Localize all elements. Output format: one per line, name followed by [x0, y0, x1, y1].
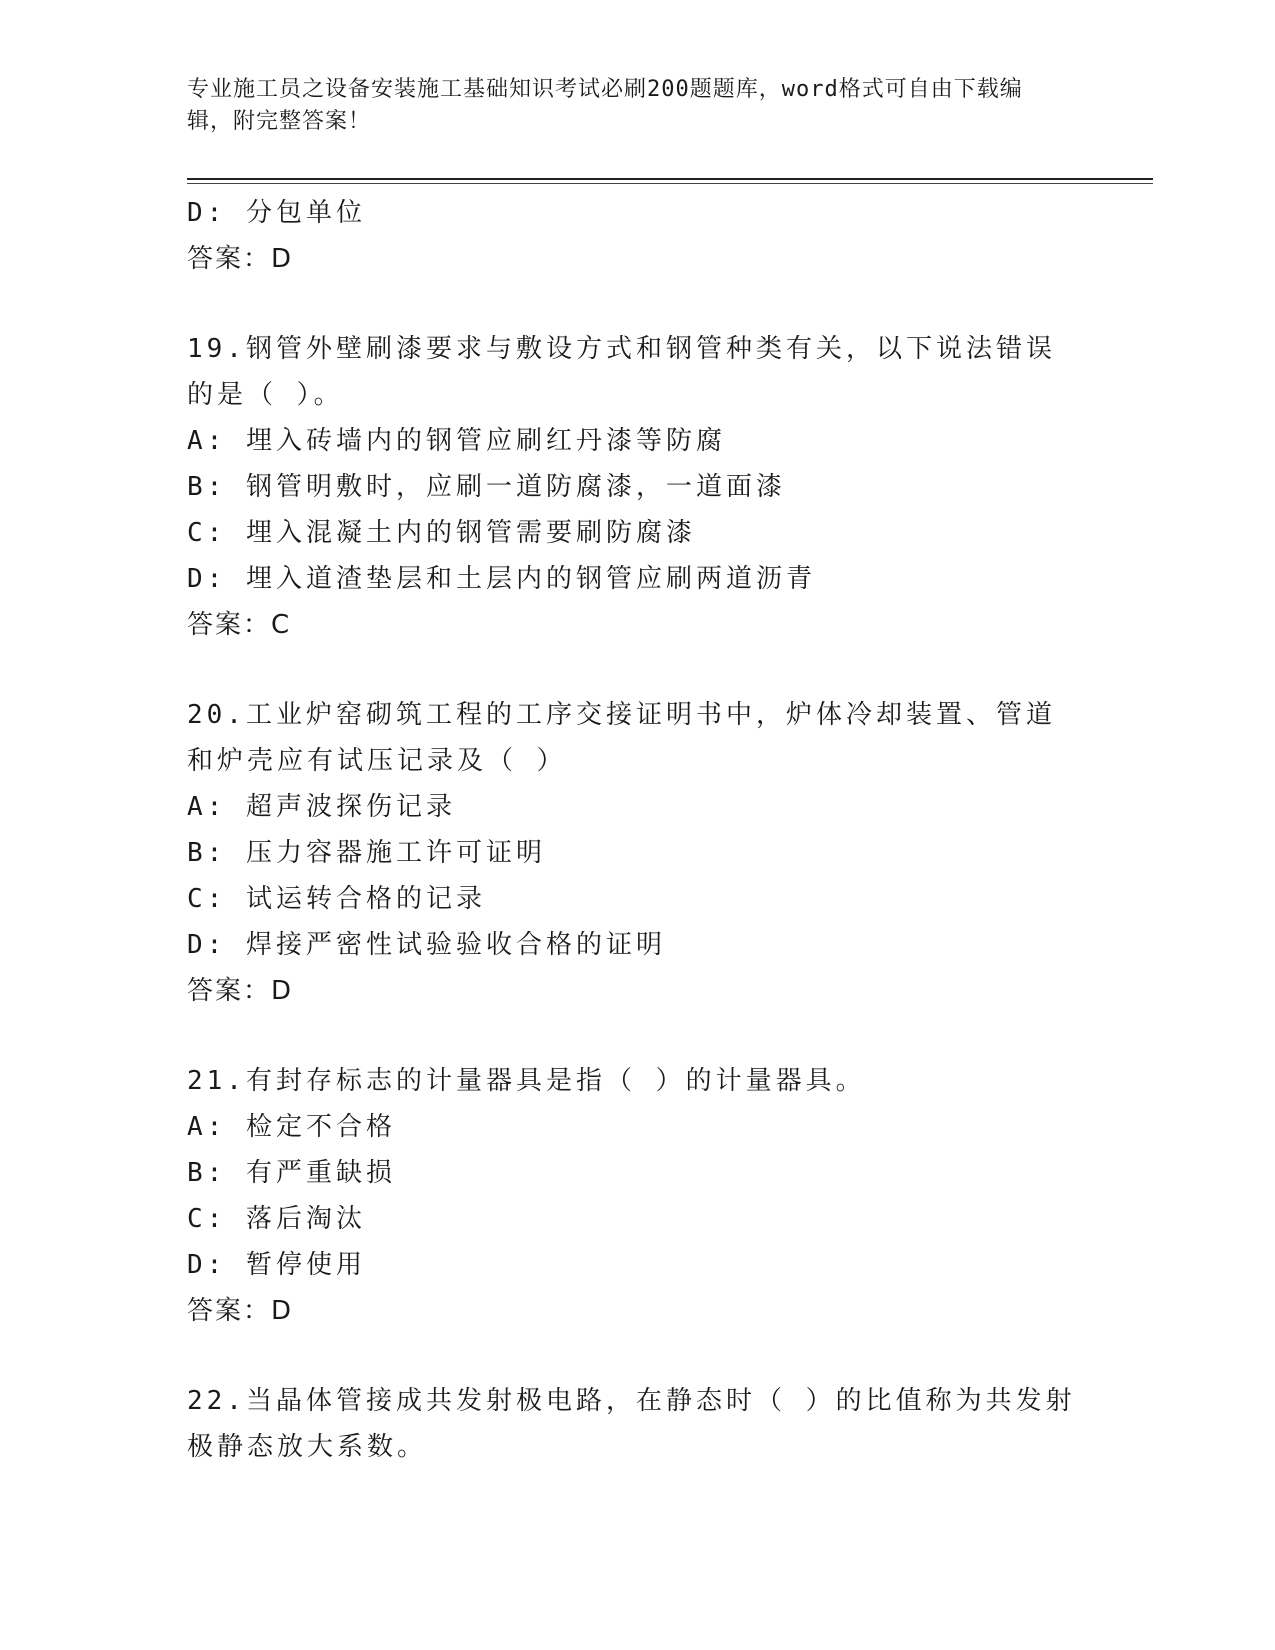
answer: 答案：C [187, 610, 292, 640]
answer: 答案：D [187, 976, 294, 1006]
question-stem: 19.钢管外壁刷漆要求与敷设方式和钢管种类有关，以下说法错误的是（ ）。 [187, 334, 1056, 410]
question-19 [187, 326, 1087, 648]
header-divider-thin [187, 183, 1153, 184]
document-body [187, 190, 1087, 1470]
option-d: D: 焊接严密性试验验收合格的证明 [187, 930, 666, 960]
question-20 [187, 692, 1087, 1014]
option-b: B: 钢管明敷时，应刷一道防腐漆，一道面漆 [187, 472, 786, 502]
option-a: A: 超声波探伤记录 [187, 792, 456, 822]
option-a: A: 检定不合格 [187, 1112, 396, 1142]
prev-answer: 答案：D [187, 244, 294, 274]
option-b: B: 压力容器施工许可证明 [187, 838, 546, 868]
document-header: 专业施工员之设备安装施工基础知识考试必刷200题题库，word格式可自由下载编辑，附完整答案！ [187, 77, 1023, 134]
question-stem: 22.当晶体管接成共发射极电路，在静态时（ ）的比值称为共发射极静态放大系数。 [187, 1386, 1076, 1462]
spacer [187, 282, 1087, 326]
spacer [187, 1014, 1087, 1058]
spacer [187, 1334, 1087, 1378]
question-21 [187, 1058, 1087, 1334]
option-d: D: 暂停使用 [187, 1250, 366, 1280]
question-22 [187, 1378, 1087, 1470]
answer: 答案：D [187, 1296, 294, 1326]
option-b: B: 有严重缺损 [187, 1158, 396, 1188]
option-c: C: 落后淘汰 [187, 1204, 366, 1234]
option-c: C: 试运转合格的记录 [187, 884, 486, 914]
option-d: D: 埋入道渣垫层和土层内的钢管应刷两道沥青 [187, 564, 816, 594]
option-a: A: 埋入砖墙内的钢管应刷红丹漆等防腐 [187, 426, 726, 456]
option-c: C: 埋入混凝土内的钢管需要刷防腐漆 [187, 518, 696, 548]
prev-option-d: D: 分包单位 [187, 198, 366, 228]
question-stem: 20.工业炉窑砌筑工程的工序交接证明书中，炉体冷却装置、管道和炉壳应有试压记录及（ ） [187, 700, 1056, 776]
header-divider-thick [187, 178, 1153, 180]
spacer [187, 648, 1087, 692]
question-stem: 21.有封存标志的计量器具是指（ ）的计量器具。 [187, 1066, 866, 1096]
